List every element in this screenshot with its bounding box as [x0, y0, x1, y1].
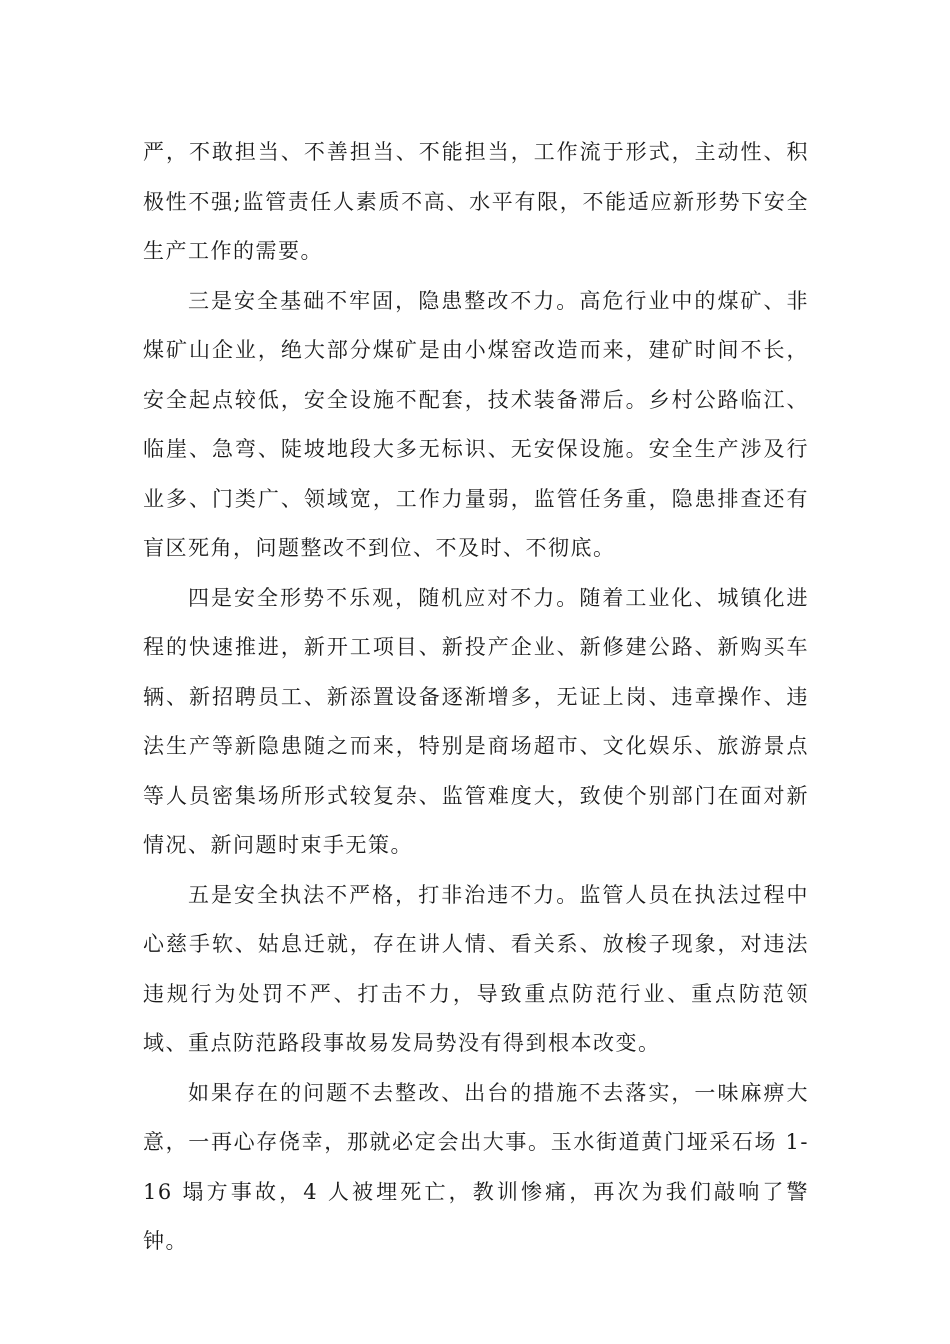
document-body — [143, 128, 809, 1267]
paragraph-conclusion: 如果存在的问题不去整改、出台的措施不去落实，一味麻痹大意，一再心存侥幸，那就必定会出大事。玉水街道黄门垭采石场 1-16 塌方事故，4 人被埋死亡，教训惨痛，再次为我们敲响了警钟。 — [143, 1080, 809, 1253]
paragraph-continuation: 严，不敢担当、不善担当、不能担当，工作流于形式，主动性、积极性不强;监管责任人素质不高、水平有限，不能适应新形势下安全生产工作的需要。 — [143, 140, 809, 263]
paragraph-point-four: 四是安全形势不乐观，随机应对不力。随着工业化、城镇化进程的快速推进，新开工项目、新投产企业、新修建公路、新购买车辆、新招聘员工、新添置设备逐渐增多，无证上岗、违章操作、违法生产等新隐患随之而来，特别是商场超市、文化娱乐、旅游景点等人员密集场所形式较复杂、监管难度大，致使个别部门在面对新情况、新问题时束手无策。 — [143, 585, 809, 857]
paragraph-point-three: 三是安全基础不牢固，隐患整改不力。高危行业中的煤矿、非煤矿山企业，绝大部分煤矿是由小煤窑改造而来，建矿时间不长，安全起点较低，安全设施不配套，技术装备滞后。乡村公路临江、临崖、急弯、陡坡地段大多无标识、无安保设施。安全生产涉及行业多、门类广、领域宽，工作力量弱，监管任务重，隐患排查还有盲区死角，问题整改不到位、不及时、不彻底。 — [143, 288, 809, 560]
paragraph-point-five: 五是安全执法不严格，打非治违不力。监管人员在执法过程中心慈手软、姑息迁就，存在讲人情、看关系、放梭子现象，对违法违规行为处罚不严、打击不力，导致重点防范行业、重点防范领域、重点防范路段事故易发局势没有得到根本改变。 — [143, 882, 809, 1055]
